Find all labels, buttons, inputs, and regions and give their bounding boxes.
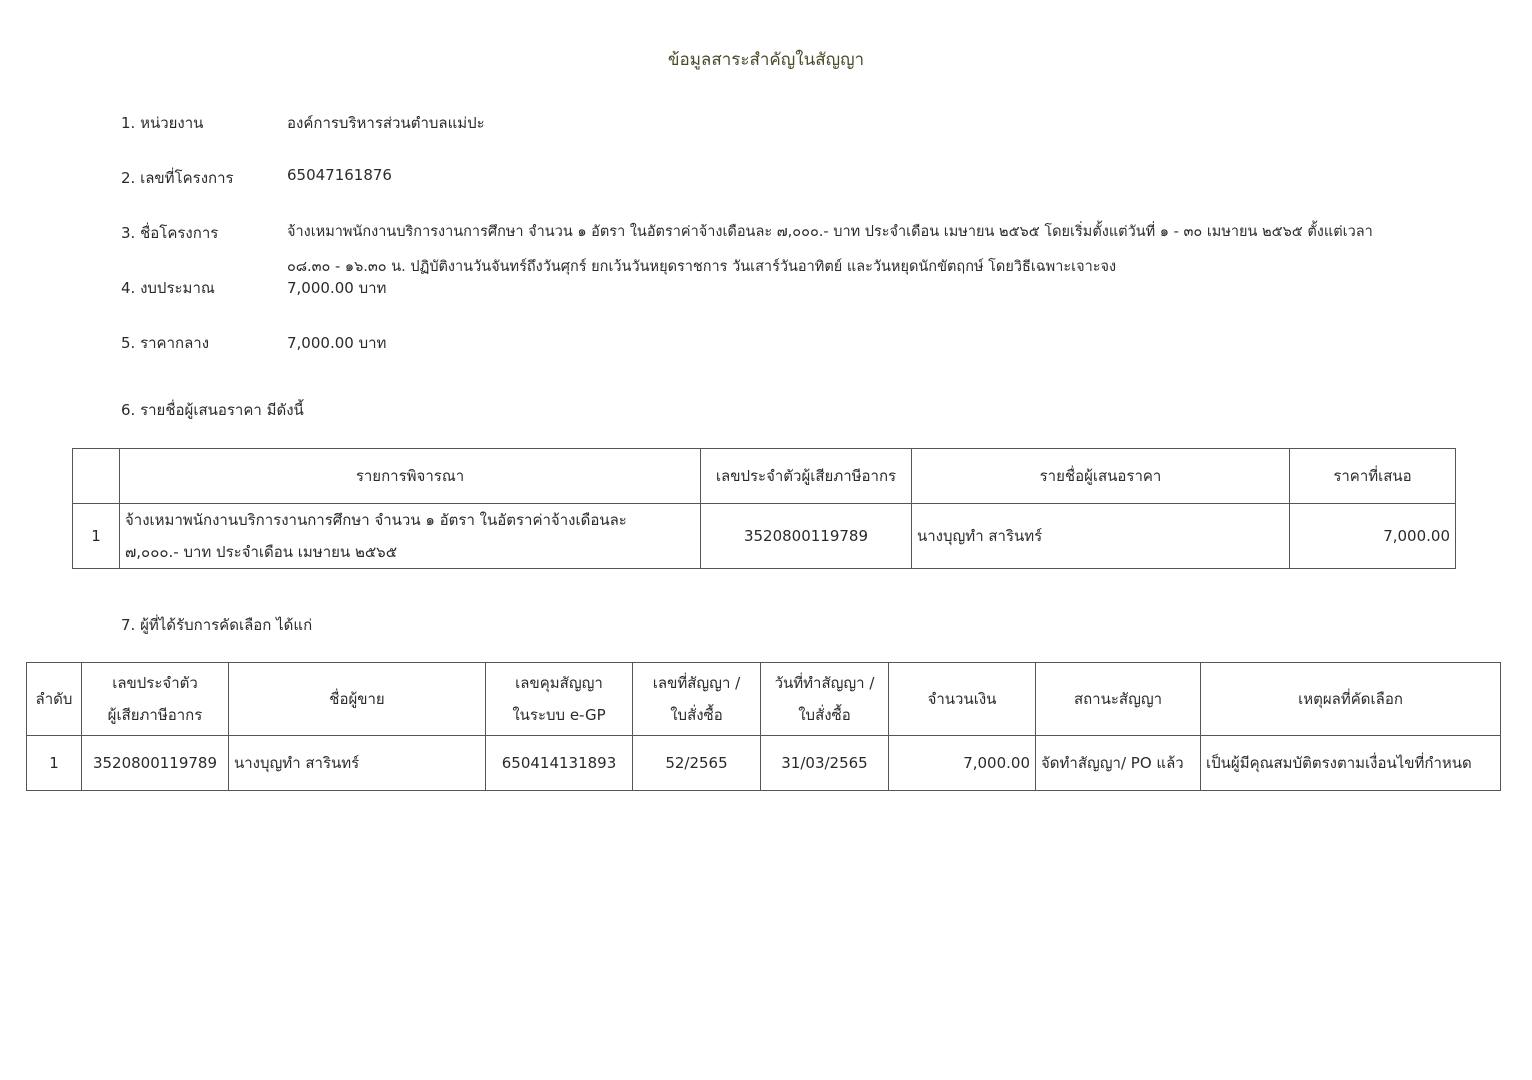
cell-amount: 7,000.00 bbox=[889, 736, 1036, 791]
col-header-egp-number: เลขคุมสัญญา ในระบบ e-GP bbox=[486, 663, 633, 736]
field-value-project-name-line2: ๐๘.๓๐ - ๑๖.๓๐ น. ปฏิบัติงานวันจันทร์ถึงวันศุกร์ ยกเว้นวันหยุดราชการ วันเสาร์วันอาทิตย์ และวันหยุดนักขัตฤกษ์ โดยวิธีเฉพาะเจาะจง bbox=[287, 259, 1117, 275]
col-header-item: รายการพิจารณา bbox=[120, 449, 701, 504]
table-header-row bbox=[27, 663, 1501, 736]
document-title: ข้อมูลสาระสำคัญในสัญญา bbox=[667, 50, 865, 70]
field-value-agency: องค์การบริหารส่วนตำบลแม่ปะ bbox=[287, 114, 485, 132]
field-value-median-price: 7,000.00 บาท bbox=[287, 334, 387, 352]
field-label-median-price: 5. ราคากลาง bbox=[121, 334, 210, 352]
field-label-project-number: 2. เลขที่โครงการ bbox=[121, 169, 234, 187]
col-header-reason: เหตุผลที่คัดเลือก bbox=[1201, 663, 1501, 736]
section7-heading: 7. ผู้ที่ได้รับการคัดเลือก ได้แก่ bbox=[121, 616, 313, 634]
table-row bbox=[27, 736, 1501, 791]
col-header-order: ลำดับ bbox=[27, 663, 82, 736]
cell-contract-number: 52/2565 bbox=[633, 736, 761, 791]
cell-tax-id: 3520800119789 bbox=[82, 736, 229, 791]
cell-reason: เป็นผู้มีคุณสมบัติตรงตามเงื่อนไขที่กำหนด bbox=[1201, 736, 1501, 791]
table-header-row bbox=[73, 449, 1456, 504]
cell-item-line2: ๗,๐๐๐.- บาท ประจำเดือน เมษายน ๒๕๖๕ bbox=[125, 543, 398, 561]
field-label-project-name: 3. ชื่อโครงการ bbox=[121, 224, 219, 242]
col-header-tax-id: เลขประจำตัวผู้เสียภาษีอากร bbox=[701, 449, 912, 504]
cell-no: 1 bbox=[73, 504, 120, 569]
cell-order: 1 bbox=[27, 736, 82, 791]
cell-item bbox=[120, 504, 701, 569]
col-header-seller: ชื่อผู้ขาย bbox=[229, 663, 486, 736]
col-header-status: สถานะสัญญา bbox=[1036, 663, 1201, 736]
cell-item-line1: จ้างเหมาพนักงานบริการงานการศึกษา จำนวน ๑ อัตรา ในอัตราค่าจ้างเดือนละ bbox=[125, 511, 627, 529]
col-header-contract-number: เลขที่สัญญา / ใบสั่งซื้อ bbox=[633, 663, 761, 736]
cell-seller: นางบุญทำ สารินทร์ bbox=[229, 736, 486, 791]
field-value-budget: 7,000.00 บาท bbox=[287, 279, 387, 297]
selected-vendor-table bbox=[26, 662, 1501, 791]
col-header-no bbox=[73, 449, 120, 504]
cell-bidder: นางบุญทำ สารินทร์ bbox=[912, 504, 1290, 569]
cell-status: จัดทำสัญญา/ PO แล้ว bbox=[1036, 736, 1201, 791]
col-header-tax-id: เลขประจำตัว ผู้เสียภาษีอากร bbox=[82, 663, 229, 736]
section6-heading: 6. รายชื่อผู้เสนอราคา มีดังนี้ bbox=[121, 401, 304, 419]
col-header-price: ราคาที่เสนอ bbox=[1290, 449, 1456, 504]
cell-egp-number: 650414131893 bbox=[486, 736, 633, 791]
table-row bbox=[73, 504, 1456, 569]
col-header-amount: จำนวนเงิน bbox=[889, 663, 1036, 736]
cell-tax-id: 3520800119789 bbox=[701, 504, 912, 569]
field-label-agency: 1. หน่วยงาน bbox=[121, 114, 204, 132]
cell-price: 7,000.00 bbox=[1290, 504, 1456, 569]
bidders-table bbox=[72, 448, 1456, 569]
cell-contract-date: 31/03/2565 bbox=[761, 736, 889, 791]
field-value-project-number: 65047161876 bbox=[287, 166, 392, 184]
col-header-contract-date: วันที่ทำสัญญา / ใบสั่งซื้อ bbox=[761, 663, 889, 736]
col-header-bidder: รายชื่อผู้เสนอราคา bbox=[912, 449, 1290, 504]
field-value-project-name-line1: จ้างเหมาพนักงานบริการงานการศึกษา จำนวน ๑ อัตรา ในอัตราค่าจ้างเดือนละ ๗,๐๐๐.- บาท ประจำเดือน เมษายน ๒๕๖๕ โดยเริ่มตั้งแต่วันที่ ๑ - ๓๐ เมษายน ๒๕๖๕ ตั้งแต่เวลา bbox=[287, 224, 1373, 240]
field-label-budget: 4. งบประมาณ bbox=[121, 279, 215, 297]
